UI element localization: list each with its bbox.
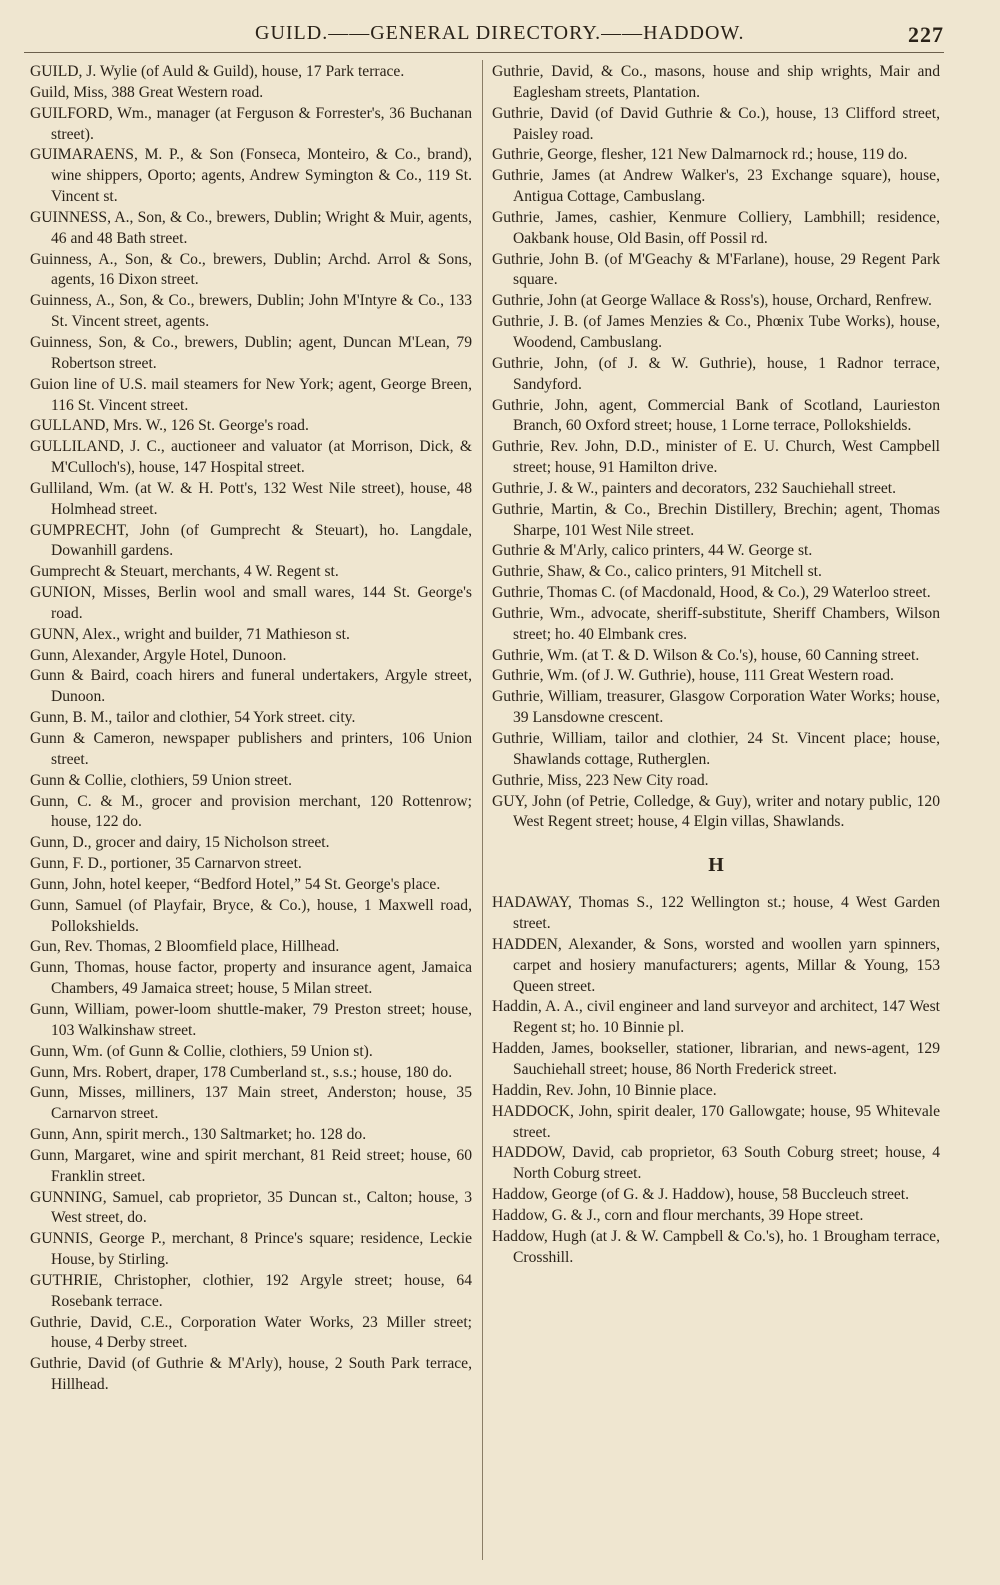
directory-entry: Guthrie, William, tailor and clothier, 24 St. Vincent place; house, Shawlands cottage, Rutherglen.	[492, 730, 940, 768]
directory-entry: Gunn, F. D., portioner, 35 Carnarvon street.	[30, 855, 302, 873]
directory-entry: Gunn, Samuel (of Playfair, Bryce, & Co.), house, 1 Maxwell road, Pollokshields.	[30, 896, 472, 935]
directory-entry: Guinness, Son, & Co., brewers, Dublin; agent, Duncan M'Lean, 79 Robertson street.	[30, 333, 472, 372]
directory-entry: Gunn, B. M., tailor and clothier, 54 York street. city.	[30, 709, 356, 727]
directory-entry: Gunn, John, hotel keeper, “Bedford Hotel,” 54 St. George's place.	[30, 875, 441, 893]
directory-entry: HADDOW, David, cab proprietor, 63 South Coburg street; house, 4 North Coburg street.	[492, 1144, 940, 1183]
directory-entry: Guthrie, David, C.E., Corporation Water Works, 23 Miller street; house, 4 Derby street.	[30, 1313, 472, 1352]
directory-entry: GUNNING, Samuel, cab proprietor, 35 Duncan st., Calton; house, 3 West street, do.	[30, 1188, 472, 1227]
directory-entry: Gunn & Collie, clothiers, 59 Union street.	[30, 771, 293, 789]
directory-entry: Guthrie, Shaw, & Co., calico printers, 91 Mitchell st.	[492, 563, 822, 581]
directory-entry: Guthrie, Wm. (of J. W. Guthrie), house, 111 Great Western road.	[492, 667, 894, 685]
directory-entry: Guinness, A., Son, & Co., brewers, Dublin; John M'Intyre & Co., 133 St. Vincent street, agents.	[30, 292, 472, 331]
directory-entry: Gunn, Wm. (of Gunn & Collie, clothiers, 59 Union st).	[30, 1042, 373, 1060]
directory-entry: Guthrie, John, agent, Commercial Bank of Scotland, Laurieston Branch, 60 Oxford street; house, 1 Lorne terrace, Pollokshields.	[492, 396, 940, 435]
directory-entry: Haddin, Rev. John, 10 Binnie place.	[492, 1081, 717, 1099]
directory-entry: Guion line of U.S. mail steamers for New York; agent, George Breen, 116 St. Vincent street.	[30, 375, 472, 414]
directory-entry: Gunn, D., grocer and dairy, 15 Nicholson street.	[30, 834, 330, 852]
directory-entry: Guthrie & M'Arly, calico printers, 44 W. George st.	[492, 542, 813, 560]
header-rule	[24, 52, 944, 53]
directory-entry: Guild, Miss, 388 Great Western road.	[30, 83, 264, 101]
running-header	[0, 22, 1000, 52]
directory-entry: Guthrie, James (at Andrew Walker's, 23 Exchange square), house, Antigua Cottage, Cambuslang.	[492, 167, 940, 206]
directory-entry: Gulliland, Wm. (at W. & H. Pott's, 132 West Nile street), house, 48 Holmhead street.	[30, 479, 472, 518]
right-column	[492, 62, 940, 1268]
directory-entry: HADDOCK, John, spirit dealer, 170 Gallowgate; house, 95 Whitevale street.	[492, 1102, 940, 1141]
section-letter-heading: H	[708, 854, 724, 877]
page-number: 227	[908, 22, 944, 47]
directory-entry: GUNION, Misses, Berlin wool and small wares, 144 St. George's road.	[30, 584, 472, 622]
directory-entry: Gun, Rev. Thomas, 2 Bloomfield place, Hillhead.	[30, 938, 340, 956]
directory-entry: Haddow, G. & J., corn and flour merchants, 39 Hope street.	[492, 1206, 864, 1224]
directory-entry: Gunn & Baird, coach hirers and funeral undertakers, Argyle street, Dunoon.	[30, 667, 472, 706]
directory-entry: Guthrie, Thomas C. (of Macdonald, Hood, & Co.), 29 Waterloo street.	[492, 584, 931, 602]
directory-entry: GULLAND, Mrs. W., 126 St. George's road.	[30, 417, 309, 435]
left-column	[30, 62, 472, 1396]
directory-entry: GUMPRECHT, John (of Gumprecht & Steuart), ho. Langdale, Dowanhill gardens.	[30, 521, 472, 560]
directory-entry: Guthrie, David (of Guthrie & M'Arly), house, 2 South Park terrace, Hillhead.	[30, 1355, 472, 1394]
directory-entry: GUINNESS, A., Son, & Co., brewers, Dublin; Wright & Muir, agents, 46 and 48 Bath street.	[30, 208, 472, 247]
directory-entry: GUTHRIE, Christopher, clothier, 192 Argyle street; house, 64 Rosebank terrace.	[30, 1271, 472, 1310]
directory-entry: Guthrie, J. & W., painters and decorators, 232 Sauchiehall street.	[492, 479, 897, 497]
directory-entry: GUY, John (of Petrie, Colledge, & Guy), writer and notary public, 120 West Regent street; house, 4 Elgin villas, Shawlands.	[492, 792, 940, 831]
directory-entry: GULLILAND, J. C., auctioneer and valuator (at Morrison, Dick, & M'Culloch's), house, 147 Hospital street.	[30, 438, 472, 477]
directory-entry: Gunn & Cameron, newspaper publishers and printers, 106 Union street.	[30, 730, 472, 768]
header-title: GUILD.——GENERAL DIRECTORY.——HADDOW.	[255, 22, 745, 44]
directory-entry: GUNNIS, George P., merchant, 8 Prince's square; residence, Leckie House, by Stirling.	[30, 1230, 472, 1269]
directory-entry: Gunn, Margaret, wine and spirit merchant, 81 Reid street; house, 60 Franklin street.	[30, 1146, 472, 1185]
directory-entry: Haddin, A. A., civil engineer and land surveyor and architect, 147 West Regent st; ho. 10 Binnie pl.	[492, 998, 940, 1037]
column-divider	[482, 60, 483, 1560]
directory-entry: HADAWAY, Thomas S., 122 Wellington st.; house, 4 West Garden street.	[492, 894, 940, 933]
directory-entry: GUILD, J. Wylie (of Auld & Guild), house, 17 Park terrace.	[30, 63, 405, 80]
directory-entry: Guinness, A., Son, & Co., brewers, Dublin; Archd. Arrol & Sons, agents, 16 Dixon street.	[30, 250, 472, 289]
directory-entry: Guthrie, John (at George Wallace & Ross's), house, Orchard, Renfrew.	[492, 292, 932, 310]
directory-entry: Guthrie, J. B. (of James Menzies & Co., Phœnix Tube Works), house, Woodend, Cambuslang.	[492, 313, 940, 351]
directory-entry: Guthrie, Wm., advocate, sheriff-substitute, Sheriff Chambers, Wilson street; ho. 40 Elmbank cres.	[492, 604, 940, 643]
directory-entry: Guthrie, Rev. John, D.D., minister of E. U. Church, West Campbell street; house, 91 Hamilton drive.	[492, 438, 940, 477]
directory-entry: Gunn, C. & M., grocer and provision merchant, 120 Rottenrow; house, 122 do.	[30, 792, 472, 831]
right-entries-g	[492, 62, 940, 833]
directory-entry: Guthrie, Wm. (at T. & D. Wilson & Co.'s), house, 60 Canning street.	[492, 646, 920, 664]
directory-entry: GUIMARAENS, M. P., & Son (Fonseca, Monteiro, & Co., brand), wine shippers, Oporto; agents, Andrew Symington & Co., 119 St. Vincent st.	[30, 146, 472, 206]
directory-entry: HADDEN, Alexander, & Sons, worsted and woollen yarn spinners, carpet and hosiery manufacturers; agents, Millar & Young, 153 Queen street.	[492, 935, 940, 995]
directory-entry: Gunn, Ann, spirit merch., 130 Saltmarket; ho. 128 do.	[30, 1126, 367, 1144]
directory-entry: Guthrie, James, cashier, Kenmure Colliery, Lambhill; residence, Oakbank house, Old Basin, off Possil rd.	[492, 208, 940, 247]
directory-entry: Gunn, Misses, milliners, 137 Main street, Anderston; house, 35 Carnarvon street.	[30, 1084, 472, 1123]
directory-entry: GUILFORD, Wm., manager (at Ferguson & Forrester's, 36 Buchanan street).	[30, 104, 472, 143]
directory-entry: Guthrie, John B. (of M'Geachy & M'Farlane), house, 29 Regent Park square.	[492, 250, 940, 289]
directory-entry: Gunn, William, power-loom shuttle-maker, 79 Preston street; house, 103 Walkinshaw street.	[30, 1000, 472, 1039]
directory-entry: Guthrie, David (of David Guthrie & Co.), house, 13 Clifford street, Paisley road.	[492, 104, 940, 143]
right-entries-h	[492, 893, 940, 1268]
directory-entry: Gunn, Thomas, house factor, property and insurance agent, Jamaica Chambers, 49 Jamaica street; house, 5 Milan street.	[30, 959, 472, 998]
directory-entry: Hadden, James, bookseller, stationer, librarian, and news-agent, 129 Sauchiehall street; house, 86 North Frederick street.	[492, 1040, 940, 1078]
directory-entry: Guthrie, David, & Co., masons, house and ship wrights, Mair and Eaglesham streets, Plantation.	[492, 63, 940, 101]
directory-entry: Haddow, George (of G. & J. Haddow), house, 58 Buccleuch street.	[492, 1186, 910, 1204]
directory-entry: Guthrie, John, (of J. & W. Guthrie), house, 1 Radnor terrace, Sandyford.	[492, 354, 940, 393]
directory-entry: GUNN, Alex., wright and builder, 71 Mathieson st.	[30, 625, 350, 643]
directory-entry: Gunn, Alexander, Argyle Hotel, Dunoon.	[30, 646, 287, 664]
directory-entry: Guthrie, Miss, 223 New City road.	[492, 771, 709, 789]
directory-entry: Gumprecht & Steuart, merchants, 4 W. Regent st.	[30, 563, 339, 581]
directory-entry: Guthrie, George, flesher, 121 New Dalmarnock rd.; house, 119 do.	[492, 146, 908, 164]
directory-entry: Gunn, Mrs. Robert, draper, 178 Cumberland st., s.s.; house, 180 do.	[30, 1063, 453, 1081]
directory-entry: Guthrie, William, treasurer, Glasgow Corporation Water Works; house, 39 Lansdowne crescent.	[492, 688, 940, 727]
directory-entry: Haddow, Hugh (at J. & W. Campbell & Co.'s), ho. 1 Brougham terrace, Crosshill.	[492, 1227, 940, 1266]
directory-entry: Guthrie, Martin, & Co., Brechin Distillery, Brechin; agent, Thomas Sharpe, 101 West Nile street.	[492, 500, 940, 539]
